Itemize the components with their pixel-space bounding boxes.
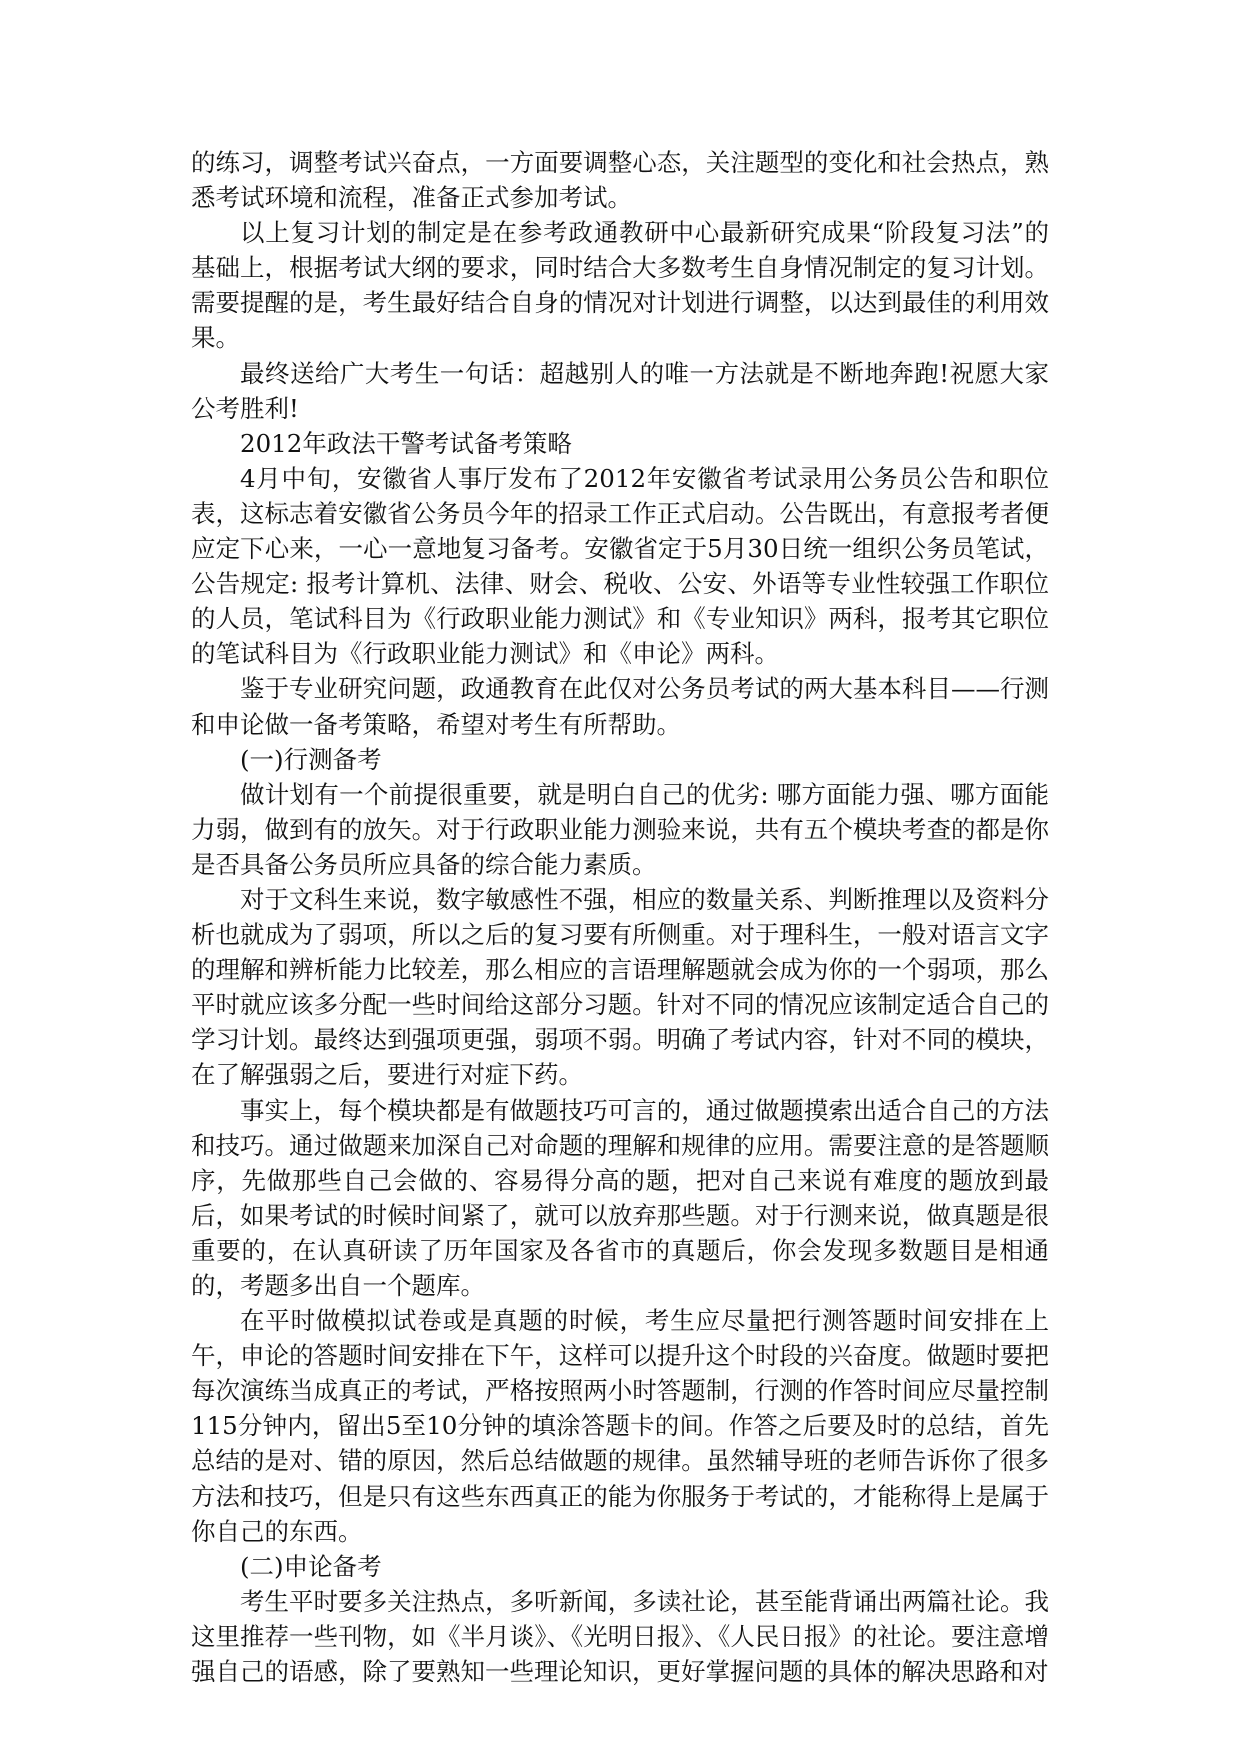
section-title: 2012年政法干警考试备考策略 (240, 428, 572, 458)
subheading-shenlun: (二)申论备考 (240, 1551, 382, 1581)
paragraph-closing-words: 最终送给广大考生一句话：超越别人的唯一方法就是不断地奔跑!祝愿大家公考胜利! (191, 358, 1049, 423)
paragraph-announcement: 4月中旬，安徽省人事厅发布了2012年安徽省考试录用公务员公告和职位表，这标志着安徽省公务员今年的招录工作正式启动。公告既出，有意报考者便应定下心来，一心一意地复习备考。安徽省定于5月30日统一组织公务员笔试，公告规定: 报考计算机、法律、财会、税收、公安、外语等专业性较强工作职位的人员，笔试科目为《行政职业能力测试》和《专业知识》两科，报考其它职位的笔试科目为《行政职业能力测试》和《申论》两科。 (191, 463, 1049, 669)
document-body (191, 145, 1049, 1689)
paragraph-review-plan: 以上复习计划的制定是在参考政通教研中心最新研究成果“阶段复习法”的基础上，根据考试大纲的要求，同时结合大多数考生自身情况制定的复习计划。需要提醒的是，考生最好结合自身的情况对计划进行调整，以达到最佳的利用效果。 (191, 218, 1049, 353)
paragraph-mock-exam: 在平时做模拟试卷或是真题的时候，考生应尽量把行测答题时间安排在上午，申论的答题时间安排在下午，这样可以提升这个时段的兴奋度。做题时要把每次演练当成真正的考试，严格按照两小时答题制，行测的作答时间应尽量控制115分钟内，留出5至10分钟的填涂答题卡的间。作答之后要及时的总结，首先总结的是对、错的原因，然后总结做题的规律。虽然辅导班的老师告诉你了很多方法和技巧，但是只有这些东西真正的能为你服务于考试的，才能称得上是属于你自己的东西。 (191, 1306, 1049, 1546)
paragraph-strategy-intro: 鉴于专业研究问题，政通教育在此仅对公务员考试的两大基本科目——行测和申论做一备考策略，希望对考生有所帮助。 (191, 674, 1049, 739)
paragraph-current-affairs: 考生平时要多关注热点，多听新闻，多读社论，甚至能背诵出两篇社论。我这里推荐一些刊物，如《半月谈》、《光明日报》、《人民日报》的社论。要注意增强自己的语感，除了要熟知一些理论知识，更好掌握问题的具体的解决思路和对 (191, 1586, 1049, 1687)
paragraph-continuation: 的练习，调整考试兴奋点，一方面要调整心态，关注题型的变化和社会热点，熟悉考试环境和流程，准备正式参加考试。 (191, 148, 1049, 213)
paragraph-techniques: 事实上，每个模块都是有做题技巧可言的，通过做题摸索出适合自己的方法和技巧。通过做题来加深自己对命题的理解和规律的应用。需要注意的是答题顺序，先做那些自己会做的、容易得分高的题，把对自己来说有难度的题放到最后，如果考试的时候时间紧了，就可以放弃那些题。对于行测来说，做真题是很重要的，在认真研读了历年国家及各省市的真题后，你会发现多数题目是相通的，考题多出自一个题库。 (191, 1095, 1049, 1300)
subheading-xingce: (一)行测备考 (240, 744, 382, 774)
paragraph-arts-science: 对于文科生来说，数字敏感性不强，相应的数量关系、判断推理以及资料分析也就成为了弱项，所以之后的复习要有所侧重。对于理科生，一般对语言文字的理解和辨析能力比较差，那么相应的言语理解题就会成为你的一个弱项，那么平时就应该多分配一些时间给这部分习题。针对不同的情况应该制定适合自己的学习计划。最终达到强项更强，弱项不弱。明确了考试内容，针对不同的模块，在了解强弱之后，要进行对症下药。 (191, 884, 1049, 1090)
paragraph-plan-premise: 做计划有一个前提很重要，就是明白自己的优劣: 哪方面能力强、哪方面能力弱，做到有的放矢。对于行政职业能力测验来说，共有五个模块考查的都是你是否具备公务员所应具备的综合能力素质。 (191, 779, 1049, 879)
